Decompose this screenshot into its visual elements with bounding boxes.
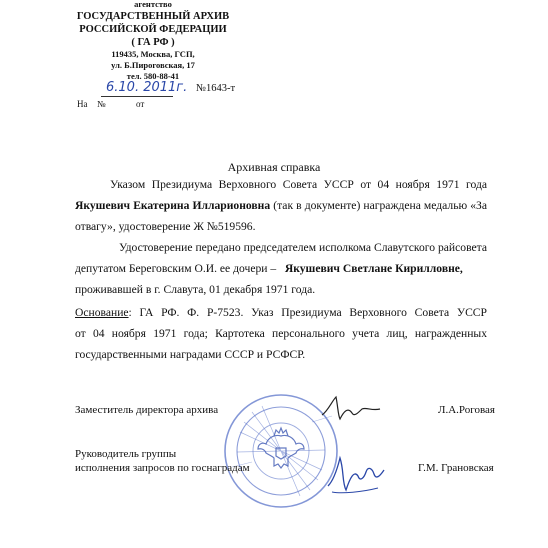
head-title-line1: Руководитель группы	[75, 448, 177, 460]
deputy-title: Заместитель директора архива	[75, 404, 219, 416]
ot-label: от	[136, 99, 145, 109]
phone-line: тел. 580-88-41	[126, 71, 180, 81]
archive-abbr: ( ГА РФ )	[131, 37, 175, 48]
awardee-name: Якушевич Екатерина Илларионовна	[75, 199, 271, 212]
deputy-signature	[318, 393, 384, 427]
address-line2: ул. Б.Пироговская, 17	[111, 60, 195, 70]
deputy-name: Л.А.Роговая	[438, 404, 495, 416]
document-title: Архивная справка	[227, 160, 321, 174]
paragraph2-line2-start: депутатом Береговским О.И. ее дочери –	[75, 262, 277, 275]
na-label: На	[77, 99, 88, 109]
head-title-line2: исполнения запросов по госнаградам	[75, 462, 250, 474]
daughter-name: Якушевич Светлане Кирилловне,	[284, 262, 463, 275]
head-signature	[322, 452, 386, 498]
document-number: №1643-т	[196, 83, 236, 94]
num-label: №	[97, 99, 106, 109]
handwritten-date: 6.10. 2011г.	[106, 80, 188, 95]
head-name: Г.М. Грановская	[418, 462, 494, 474]
archive-name-line2: РОССИЙСКОЙ ФЕДЕРАЦИИ	[79, 24, 227, 35]
address-line1: 119435, Москва, ГСП,	[111, 49, 195, 59]
basis-line1-text: : ГА РФ. Ф. Р-7523. Указ Президиума Верховного Совета УССР	[128, 306, 487, 319]
paragraph2-line1: Удостоверение передано председателем исполкома Славутского райсовета	[119, 241, 487, 254]
paragraph2-line3: проживавшей в г. Славута, 01 декабря 1971 года.	[75, 283, 316, 296]
paragraph1-line2-rest: (так в документе) награждена медалью «За	[273, 199, 487, 212]
paragraph1-line1: Указом Президиума Верховного Совета УССР от 04 ноября 1971 года	[110, 178, 487, 191]
archive-name-line1: ГОСУДАРСТВЕННЫЙ АРХИВ	[76, 11, 230, 22]
paragraph2-line2	[75, 258, 487, 280]
date-underline	[101, 96, 173, 97]
basis-line3: государственными наградами СССР и РСФСР.	[75, 348, 306, 361]
basis-line2: от 04 ноября 1971 года; Картотека персонального учета лиц, награжденных	[75, 327, 487, 340]
basis-line1	[75, 302, 487, 324]
paragraph1-line2	[75, 195, 487, 217]
paragraph1-line3: отвагу», удостоверение Ж №519596.	[75, 220, 256, 233]
basis-label: Основание	[75, 306, 129, 319]
agency-line: агентство	[134, 0, 172, 9]
